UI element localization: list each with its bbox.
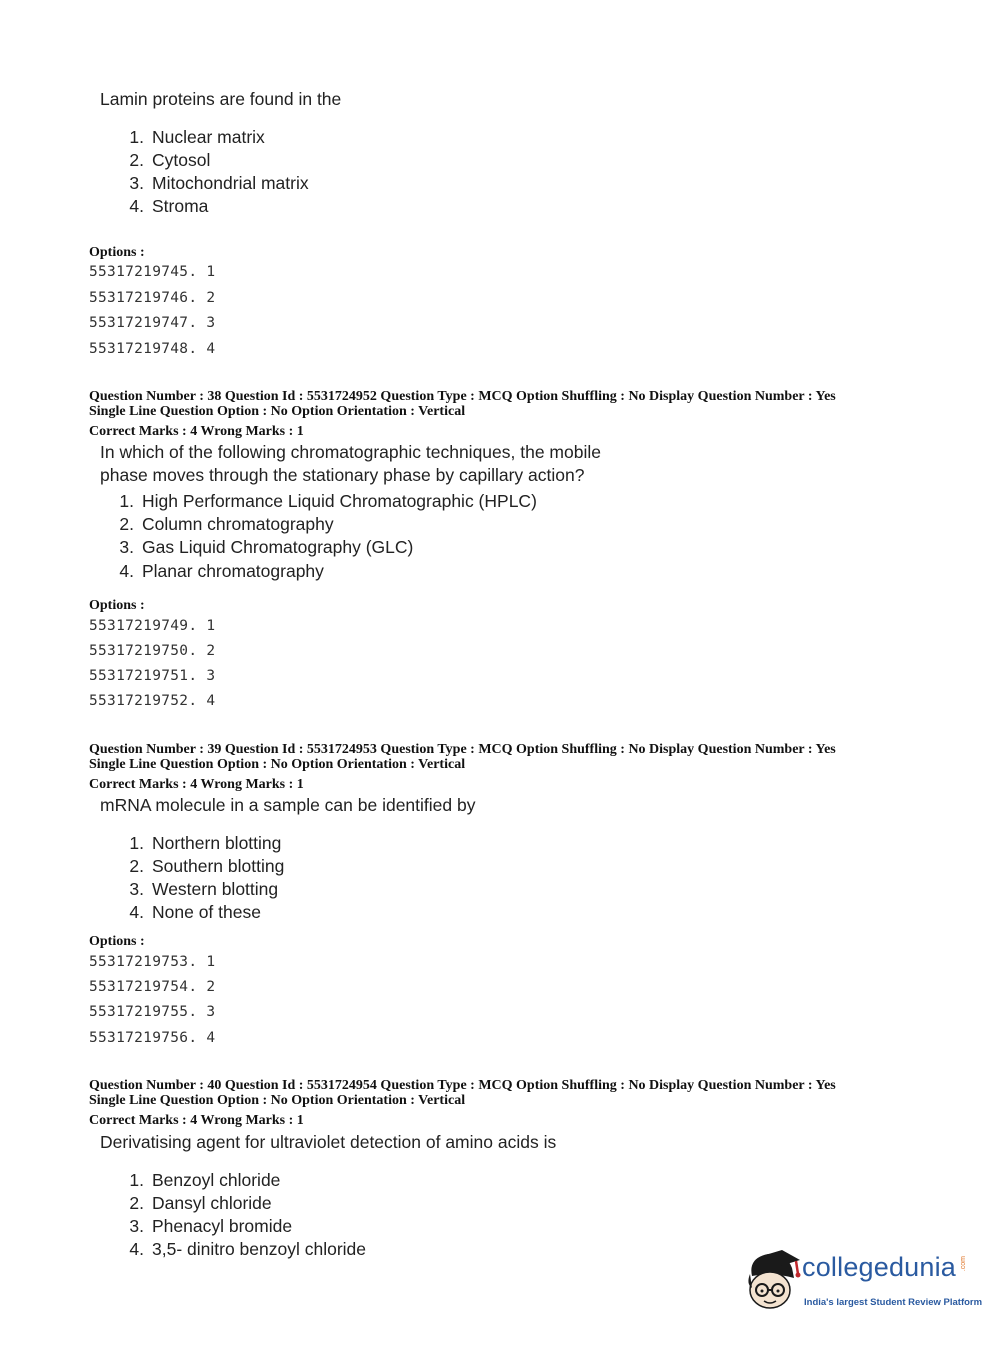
logo-wordmark: collegedunia bbox=[802, 1252, 957, 1282]
q38-choice-3: 3. Gas Liquid Chromatography (GLC) bbox=[119, 537, 414, 557]
q39-meta-line-1: Question Number : 39 Question Id : 5531724953 Question Type : MCQ Option Shuffling : No Display Question Number : Yes bbox=[89, 742, 836, 757]
q39-choice-2: 2. Southern blotting bbox=[129, 856, 285, 876]
q37-choice-4: 4. Stroma bbox=[129, 196, 209, 216]
q38-option-id-3: 55317219751. 3 bbox=[89, 668, 216, 684]
q38-options-label: Options : bbox=[89, 598, 145, 613]
logo-suffix: .com bbox=[960, 1256, 967, 1272]
q38-option-id-2: 55317219750. 2 bbox=[89, 643, 216, 659]
q38-meta-line-1: Question Number : 38 Question Id : 5531724952 Question Type : MCQ Option Shuffling : No Display Question Number : Yes bbox=[89, 389, 836, 404]
q40-marks: Correct Marks : 4 Wrong Marks : 1 bbox=[89, 1113, 304, 1128]
q39-option-id-4: 55317219756. 4 bbox=[89, 1030, 216, 1046]
q38-choice-4: 4. Planar chromatography bbox=[119, 561, 324, 581]
q37-option-id-4: 55317219748. 4 bbox=[89, 341, 216, 357]
question-40-text: Derivatising agent for ultraviolet detection of amino acids is bbox=[100, 1132, 557, 1152]
q40-meta-line-2: Single Line Question Option : No Option Orientation : Vertical bbox=[89, 1093, 466, 1108]
q39-choice-3: 3. Western blotting bbox=[129, 879, 279, 899]
q38-choice-2: 2. Column chromatography bbox=[119, 514, 334, 534]
q39-meta-line-2: Single Line Question Option : No Option Orientation : Vertical bbox=[89, 757, 466, 772]
logo-tagline: India's largest Student Review Platform bbox=[804, 1297, 983, 1308]
q40-choice-4: 4. 3,5- dinitro benzoyl chloride bbox=[129, 1239, 367, 1259]
q39-marks: Correct Marks : 4 Wrong Marks : 1 bbox=[89, 777, 304, 792]
q39-choice-1: 1. Northern blotting bbox=[129, 833, 282, 853]
mascot-icon bbox=[742, 1248, 804, 1316]
q40-meta-line-1: Question Number : 40 Question Id : 5531724954 Question Type : MCQ Option Shuffling : No Display Question Number : Yes bbox=[89, 1078, 836, 1093]
q38-option-id-4: 55317219752. 4 bbox=[89, 693, 216, 709]
q39-choice-4: 4. None of these bbox=[129, 902, 261, 922]
q39-option-id-3: 55317219755. 3 bbox=[89, 1004, 216, 1020]
q40-choice-2: 2. Dansyl chloride bbox=[129, 1193, 272, 1213]
q37-choice-1: 1. Nuclear matrix bbox=[129, 127, 265, 147]
question-37-text: Lamin proteins are found in the bbox=[100, 89, 342, 109]
q39-options-label: Options : bbox=[89, 934, 145, 949]
q40-choice-3: 3. Phenacyl bromide bbox=[129, 1216, 293, 1236]
q37-option-id-1: 55317219745. 1 bbox=[89, 264, 216, 280]
q37-choice-3: 3. Mitochondrial matrix bbox=[129, 173, 309, 193]
question-38-text: In which of the following chromatographic techniques, the mobile phase moves through the stationary phase by capillary action? bbox=[100, 442, 601, 485]
q38-choice-1: 1. High Performance Liquid Chromatographic (HPLC) bbox=[119, 491, 537, 511]
q40-choice-1: 1. Benzoyl chloride bbox=[129, 1170, 281, 1190]
q39-option-id-2: 55317219754. 2 bbox=[89, 979, 216, 995]
q37-choice-2: 2. Cytosol bbox=[129, 150, 211, 170]
collegedunia-logo bbox=[742, 1250, 983, 1320]
q38-marks: Correct Marks : 4 Wrong Marks : 1 bbox=[89, 424, 304, 439]
q37-option-id-2: 55317219746. 2 bbox=[89, 290, 216, 306]
q39-option-id-1: 55317219753. 1 bbox=[89, 954, 216, 970]
question-39-text: mRNA molecule in a sample can be identified by bbox=[100, 795, 476, 815]
q37-options-label: Options : bbox=[89, 245, 145, 260]
q38-option-id-1: 55317219749. 1 bbox=[89, 618, 216, 634]
q37-option-id-3: 55317219747. 3 bbox=[89, 315, 216, 331]
q38-meta-line-2: Single Line Question Option : No Option Orientation : Vertical bbox=[89, 404, 466, 419]
